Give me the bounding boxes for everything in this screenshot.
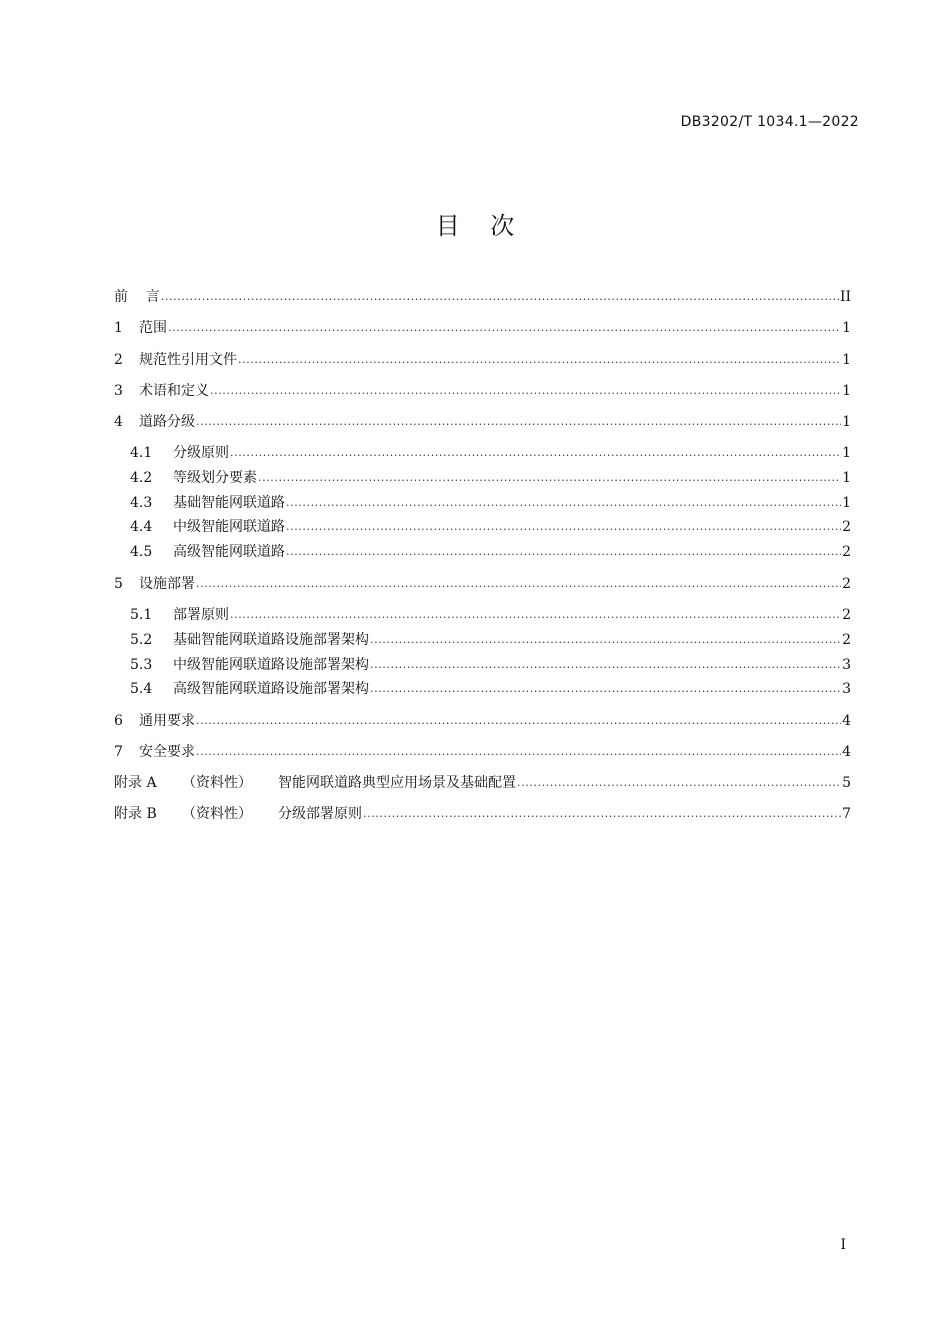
toc-entry-annex-type: （资料性） bbox=[182, 775, 252, 791]
toc-dot-leader bbox=[258, 468, 841, 488]
toc-entry-page: 1 bbox=[842, 470, 851, 486]
toc-dot-leader bbox=[517, 773, 841, 793]
toc-entry-title: 术语和定义 bbox=[139, 383, 209, 399]
toc-entry-number: 附录 A bbox=[114, 775, 157, 791]
toc-entry-number: 附录 B bbox=[114, 806, 157, 822]
toc-entry-title: 安全要求 bbox=[139, 744, 195, 760]
toc-entry-title: 高级智能网联道路设施部署架构 bbox=[173, 681, 369, 697]
toc-dot-leader bbox=[196, 742, 841, 762]
toc-dot-leader bbox=[370, 630, 841, 650]
toc-dot-leader bbox=[196, 412, 841, 432]
page-number: I bbox=[840, 1237, 846, 1253]
toc-dot-leader bbox=[370, 655, 841, 675]
toc-entry-page: 7 bbox=[842, 806, 851, 822]
toc-entry-page: 2 bbox=[842, 632, 851, 648]
toc-entry-title: 道路分级 bbox=[139, 414, 195, 430]
toc-entry-title: 中级智能网联道路 bbox=[173, 519, 285, 535]
toc-dot-leader bbox=[196, 711, 841, 731]
toc-entry-title: 范围 bbox=[139, 320, 167, 336]
toc-subentry[interactable] bbox=[130, 605, 851, 625]
toc-dot-leader bbox=[196, 574, 841, 594]
toc-dot-leader bbox=[370, 679, 841, 699]
toc-entry-title: 分级部署原则 bbox=[278, 806, 362, 822]
toc-subentry[interactable] bbox=[130, 542, 851, 562]
toc-entry-number: 1 bbox=[114, 320, 123, 336]
toc-entry[interactable] bbox=[114, 350, 851, 370]
toc-entry-number: 4.3 bbox=[130, 495, 153, 511]
toc-entry[interactable] bbox=[114, 381, 851, 401]
toc-entry-page: 2 bbox=[842, 576, 851, 592]
toc-subentry[interactable] bbox=[130, 468, 851, 488]
toc-entry-page: 4 bbox=[842, 713, 851, 729]
toc-entry-page: 3 bbox=[842, 681, 851, 697]
toc-entry-page: 1 bbox=[842, 383, 851, 399]
toc-entry[interactable] bbox=[114, 318, 851, 338]
toc-entry[interactable] bbox=[114, 574, 851, 594]
toc-dot-leader bbox=[286, 493, 841, 513]
toc-entry[interactable] bbox=[114, 711, 851, 731]
toc-entry-title: 前 言 bbox=[114, 289, 160, 305]
toc-entry-number: 4.4 bbox=[130, 519, 153, 535]
toc-entry-number: 2 bbox=[114, 352, 123, 368]
toc-subentry[interactable] bbox=[130, 443, 851, 463]
toc-dot-leader bbox=[286, 517, 841, 537]
toc-entry-page: 1 bbox=[842, 320, 851, 336]
toc-entry-annex-b[interactable] bbox=[114, 804, 851, 824]
toc-entry-annex-a[interactable] bbox=[114, 773, 851, 793]
toc-entry-title: 智能网联道路典型应用场景及基础配置 bbox=[278, 775, 516, 791]
page-title: 目 次 bbox=[435, 212, 515, 240]
toc-dot-leader bbox=[238, 350, 841, 370]
toc-entry-title: 部署原则 bbox=[173, 607, 229, 623]
toc-dot-leader bbox=[210, 381, 841, 401]
toc-entry-page: 3 bbox=[842, 657, 851, 673]
toc-entry-page: 5 bbox=[842, 775, 851, 791]
toc-entry[interactable] bbox=[114, 412, 851, 432]
toc-entry-number: 5.2 bbox=[130, 632, 153, 648]
toc-entry[interactable] bbox=[114, 742, 851, 762]
toc-dot-leader bbox=[230, 605, 841, 625]
toc-entry-number: 5 bbox=[114, 576, 123, 592]
toc-entry-title: 高级智能网联道路 bbox=[173, 544, 285, 560]
toc-entry-page: 2 bbox=[842, 519, 851, 535]
toc-entry-number: 3 bbox=[114, 383, 123, 399]
toc-dot-leader bbox=[230, 443, 841, 463]
toc-entry-number: 5.1 bbox=[130, 607, 153, 623]
toc-dot-leader bbox=[168, 318, 841, 338]
toc-entry-number: 4.5 bbox=[130, 544, 153, 560]
toc-dot-leader bbox=[161, 287, 839, 307]
toc-subentry[interactable] bbox=[130, 679, 851, 699]
toc-entry-number: 4.1 bbox=[130, 445, 153, 461]
toc-entry-title: 基础智能网联道路设施部署架构 bbox=[173, 632, 369, 648]
toc-entry-page: 1 bbox=[842, 495, 851, 511]
toc-entry-page: 2 bbox=[842, 607, 851, 623]
toc-entry-page: 1 bbox=[842, 414, 851, 430]
toc-entry-page: 1 bbox=[842, 352, 851, 368]
toc-entry-title: 基础智能网联道路 bbox=[173, 495, 285, 511]
toc-entry-page: II bbox=[839, 289, 851, 305]
toc-entry-number: 5.3 bbox=[130, 657, 153, 673]
toc-subentry[interactable] bbox=[130, 630, 851, 650]
toc-entry-title: 等级划分要素 bbox=[173, 470, 257, 486]
toc-subentry[interactable] bbox=[130, 493, 851, 513]
toc-entry-number: 7 bbox=[114, 744, 123, 760]
toc-entry-title: 设施部署 bbox=[139, 576, 195, 592]
toc-entry-page: 2 bbox=[842, 544, 851, 560]
toc-entry-number: 5.4 bbox=[130, 681, 153, 697]
toc-subentry[interactable] bbox=[130, 655, 851, 675]
toc-entry-title: 规范性引用文件 bbox=[139, 352, 237, 368]
toc-entry-title: 分级原则 bbox=[173, 445, 229, 461]
toc-dot-leader bbox=[363, 804, 841, 824]
toc-entry-title: 中级智能网联道路设施部署架构 bbox=[173, 657, 369, 673]
toc-entry-number: 4.2 bbox=[130, 470, 153, 486]
toc-dot-leader bbox=[286, 542, 841, 562]
document-code: DB3202/T 1034.1—2022 bbox=[680, 114, 859, 130]
toc-subentry[interactable] bbox=[130, 517, 851, 537]
toc-entry-number: 6 bbox=[114, 713, 123, 729]
toc-entry-page: 1 bbox=[842, 445, 851, 461]
toc-entry-title: 通用要求 bbox=[139, 713, 195, 729]
toc-entry-annex-type: （资料性） bbox=[182, 806, 252, 822]
toc-entry-number: 4 bbox=[114, 414, 123, 430]
toc-entry-foreword[interactable] bbox=[114, 287, 851, 307]
toc-entry-page: 4 bbox=[842, 744, 851, 760]
